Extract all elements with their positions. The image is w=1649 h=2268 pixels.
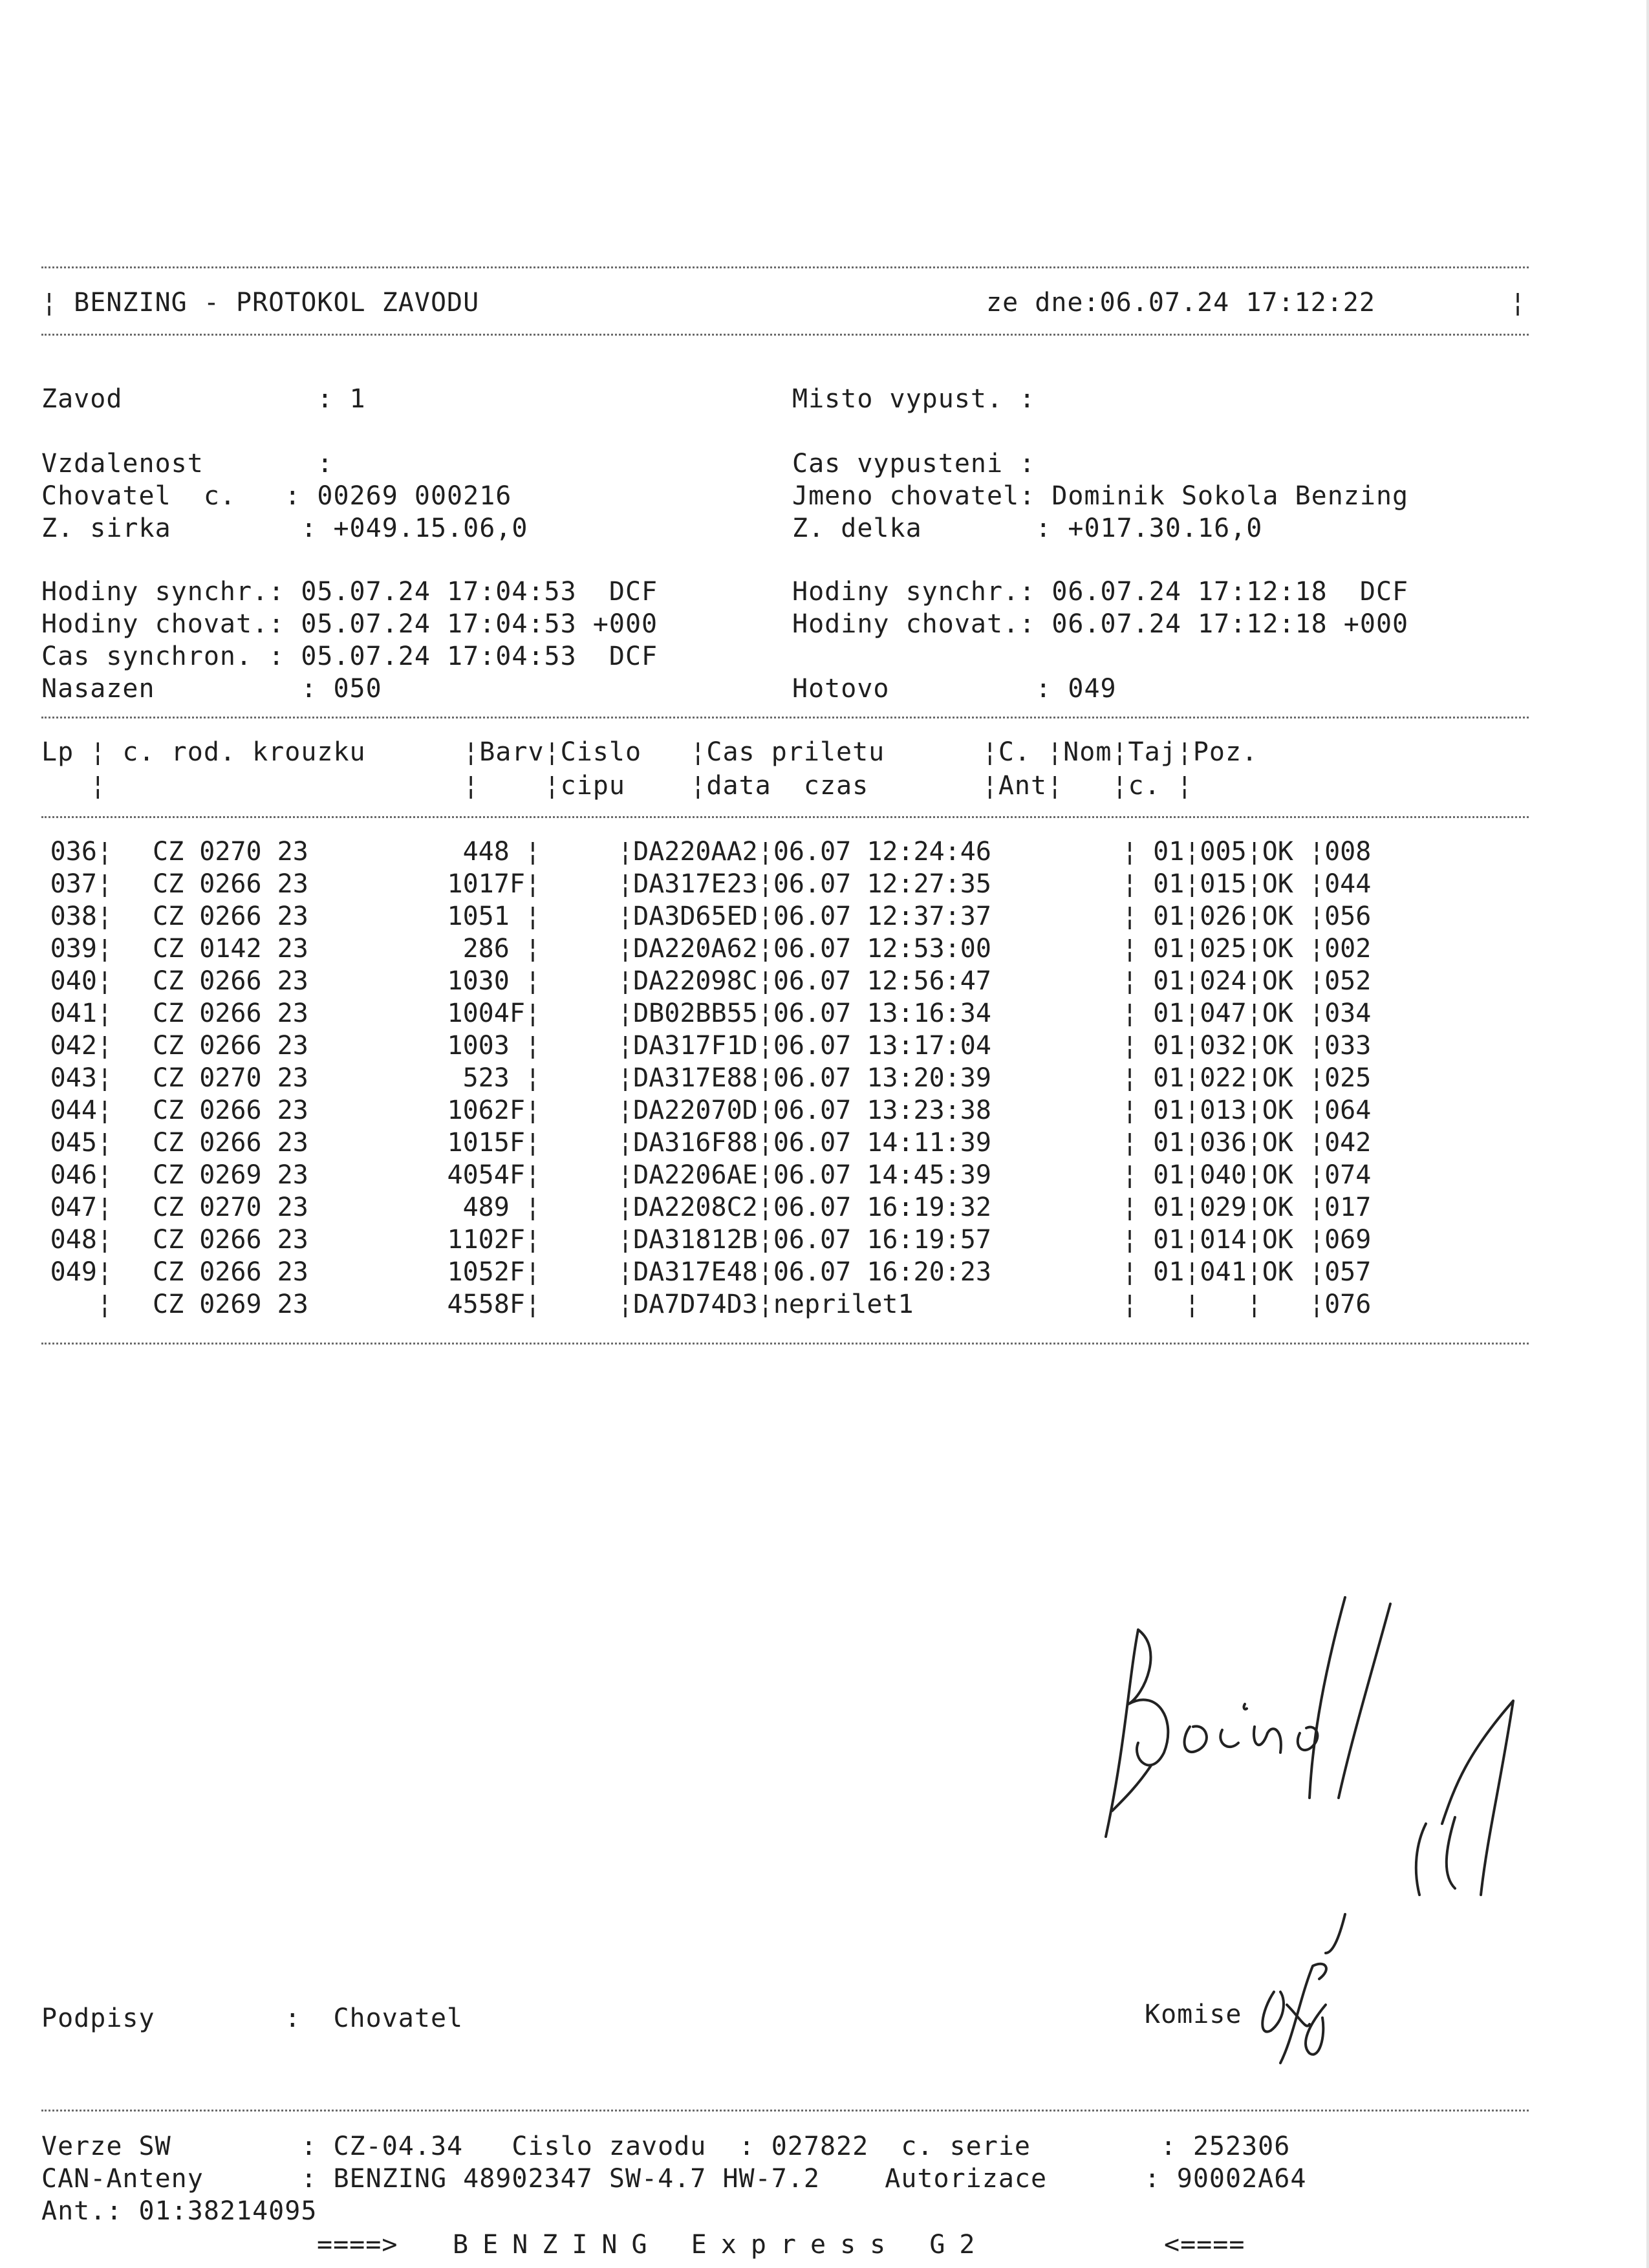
protocol-title: ¦ BENZING - PROTOKOL ZAVODU: [41, 288, 480, 318]
divider: [41, 717, 1529, 718]
row-position: 043¦: [50, 1063, 113, 1093]
table-header-row-1: Lp ¦ c. rod. krouzku ¦Barv¦Cislo ¦Cas priletu ¦C. ¦Nom¦Taj¦Poz.: [41, 737, 1258, 767]
antenna-rank: ¦ 01¦047¦OK ¦034: [1122, 999, 1372, 1028]
antenna-rank: ¦ 01¦029¦OK ¦017: [1122, 1193, 1372, 1222]
row-position: 045¦: [50, 1128, 113, 1158]
clock-sync-start: Hodiny synchr.: 05.07.24 17:04:53 DCF: [41, 577, 658, 607]
ring-suffix: 4558F¦: [447, 1290, 541, 1319]
title-bar-end: ¦: [1510, 288, 1527, 318]
divider: [41, 2110, 1529, 2111]
clock-sync-end: Hodiny synchr.: 06.07.24 17:12:18 DCF: [792, 577, 1409, 607]
antenna-rank: ¦ 01¦022¦OK ¦025: [1122, 1063, 1372, 1093]
sync-time: Cas synchron. : 05.07.24 17:04:53 DCF: [41, 642, 658, 671]
antenna-rank: ¦ 01¦041¦OK ¦057: [1122, 1257, 1372, 1287]
finished-count: Hotovo : 049: [792, 674, 1117, 704]
antenna-rank: ¦ 01¦040¦OK ¦074: [1122, 1160, 1372, 1190]
ring-suffix: 1004F¦: [447, 999, 541, 1028]
ring-number: CZ 0270 23: [153, 1063, 308, 1093]
antenna-rank: ¦ 01¦025¦OK ¦002: [1122, 934, 1372, 964]
device-name: BENZING Express G2: [453, 2230, 989, 2260]
table-header-row-2: ¦ ¦ ¦cipu ¦data czas ¦Ant¦ ¦c. ¦: [41, 771, 1193, 801]
row-position: ¦: [96, 1290, 113, 1319]
ring-number: CZ 0266 23: [153, 966, 308, 996]
ring-suffix: 1030 ¦: [447, 966, 541, 996]
chip-arrival: ¦DA317E48¦06.07 16:20:23: [618, 1257, 991, 1287]
chip-arrival: ¦DA317F1D¦06.07 13:17:04: [618, 1031, 991, 1061]
row-position: 040¦: [50, 966, 113, 996]
ring-number: CZ 0266 23: [153, 1128, 308, 1158]
row-position: 042¦: [50, 1031, 113, 1061]
chip-arrival: ¦DA3D65ED¦06.07 12:37:37: [618, 902, 991, 931]
distance: Vzdalenost :: [41, 449, 334, 479]
antenna-rank: ¦ 01¦032¦OK ¦033: [1122, 1031, 1372, 1061]
ring-suffix: 523 ¦: [462, 1063, 541, 1093]
antenna-rank: ¦ 01¦026¦OK ¦056: [1122, 902, 1372, 931]
antenna-rank: ¦ 01¦013¦OK ¦064: [1122, 1096, 1372, 1125]
ring-suffix: 1003 ¦: [447, 1031, 541, 1061]
chip-arrival: ¦DA2206AE¦06.07 14:45:39: [618, 1160, 991, 1190]
signatures-label: Podpisy : Chovatel: [41, 2003, 464, 2033]
chip-arrival: ¦DA316F88¦06.07 14:11:39: [618, 1128, 991, 1158]
chip-arrival: ¦DA22098C¦06.07 12:56:47: [618, 966, 991, 996]
ring-suffix: 448 ¦: [462, 837, 541, 867]
ring-number: CZ 0266 23: [153, 902, 308, 931]
antenna-rank: ¦ 01¦036¦OK ¦042: [1122, 1128, 1372, 1158]
ring-suffix: 286 ¦: [462, 934, 541, 964]
breeder-signature-icon: [1067, 1591, 1520, 1953]
ring-number: CZ 0266 23: [153, 999, 308, 1028]
protocol-date: ze dne:06.07.24 17:12:22: [986, 288, 1375, 318]
row-position: 047¦: [50, 1193, 113, 1222]
row-position: 038¦: [50, 902, 113, 931]
ring-number: CZ 0266 23: [153, 1031, 308, 1061]
row-position: 037¦: [50, 869, 113, 899]
antenna-rank: ¦ ¦ ¦ ¦076: [1122, 1290, 1372, 1319]
commission-signature-icon: [1248, 1940, 1364, 2069]
antenna-rank: ¦ 01¦015¦OK ¦044: [1122, 869, 1372, 899]
ring-number: CZ 0269 23: [153, 1290, 308, 1319]
chip-arrival: ¦DA220AA2¦06.07 12:24:46: [618, 837, 991, 867]
breeder-number: Chovatel c. : 00269 000216: [41, 481, 512, 511]
divider: [41, 1343, 1529, 1345]
ring-suffix: 1102F¦: [447, 1225, 541, 1255]
race-number: Zavod : 1: [41, 384, 366, 414]
basketed-count: Nasazen : 050: [41, 674, 382, 704]
chip-arrival: ¦DA317E88¦06.07 13:20:39: [618, 1063, 991, 1093]
commission-label: Komise: [1145, 2000, 1242, 2029]
antenna-rank: ¦ 01¦024¦OK ¦052: [1122, 966, 1372, 996]
ring-suffix: 1051 ¦: [447, 902, 541, 931]
chip-arrival: ¦DA22070D¦06.07 13:23:38: [618, 1096, 991, 1125]
row-position: 044¦: [50, 1096, 113, 1125]
can-antennas: CAN-Anteny : BENZING 48902347 SW-4.7 HW-7.2 Autorizace : 90002A64: [41, 2164, 1307, 2194]
chip-arrival: ¦DB02BB55¦06.07 13:16:34: [618, 999, 991, 1028]
page-edge: [1646, 0, 1649, 2268]
ring-number: CZ 0266 23: [153, 1225, 308, 1255]
antenna-rank: ¦ 01¦014¦OK ¦069: [1122, 1225, 1372, 1255]
ring-suffix: 1017F¦: [447, 869, 541, 899]
ring-suffix: 1062F¦: [447, 1096, 541, 1125]
longitude: Z. delka : +017.30.16,0: [792, 513, 1263, 543]
ring-suffix: 4054F¦: [447, 1160, 541, 1190]
divider: [41, 816, 1529, 818]
ring-number: CZ 0142 23: [153, 934, 308, 964]
ring-number: CZ 0270 23: [153, 1193, 308, 1222]
row-position: 036¦: [50, 837, 113, 867]
chip-arrival: ¦DA7D74D3¦neprilet1: [618, 1290, 914, 1319]
antenna-id: Ant.: 01:38214095: [41, 2196, 318, 2226]
row-position: 049¦: [50, 1257, 113, 1287]
footer-arrow-left: ====>: [317, 2230, 398, 2260]
row-position: 048¦: [50, 1225, 113, 1255]
breeder-clock-start: Hodiny chovat.: 05.07.24 17:04:53 +000: [41, 609, 658, 639]
ring-number: CZ 0266 23: [153, 1257, 308, 1287]
ring-suffix: 1052F¦: [447, 1257, 541, 1287]
ring-suffix: 489 ¦: [462, 1193, 541, 1222]
ring-number: CZ 0266 23: [153, 869, 308, 899]
software-version: Verze SW : CZ-04.34 Cislo zavodu : 027822 c. serie : 252306: [41, 2132, 1291, 2161]
breeder-name: Jmeno chovatel: Dominik Sokola Benzing: [792, 481, 1409, 511]
ring-number: CZ 0269 23: [153, 1160, 308, 1190]
latitude: Z. sirka : +049.15.06,0: [41, 513, 528, 543]
chip-arrival: ¦DA220A62¦06.07 12:53:00: [618, 934, 991, 964]
divider: [41, 334, 1529, 336]
footer-arrow-right: <====: [1164, 2230, 1245, 2260]
antenna-rank: ¦ 01¦005¦OK ¦008: [1122, 837, 1372, 867]
release-time: Cas vypusteni :: [792, 449, 1036, 479]
release-place: Misto vypust. :: [792, 384, 1036, 414]
chip-arrival: ¦DA317E23¦06.07 12:27:35: [618, 869, 991, 899]
row-position: 041¦: [50, 999, 113, 1028]
ring-number: CZ 0266 23: [153, 1096, 308, 1125]
row-position: 046¦: [50, 1160, 113, 1190]
row-position: 039¦: [50, 934, 113, 964]
divider: [41, 266, 1529, 268]
chip-arrival: ¦DA2208C2¦06.07 16:19:32: [618, 1193, 991, 1222]
ring-number: CZ 0270 23: [153, 837, 308, 867]
chip-arrival: ¦DA31812B¦06.07 16:19:57: [618, 1225, 991, 1255]
ring-suffix: 1015F¦: [447, 1128, 541, 1158]
breeder-clock-end: Hodiny chovat.: 06.07.24 17:12:18 +000: [792, 609, 1409, 639]
